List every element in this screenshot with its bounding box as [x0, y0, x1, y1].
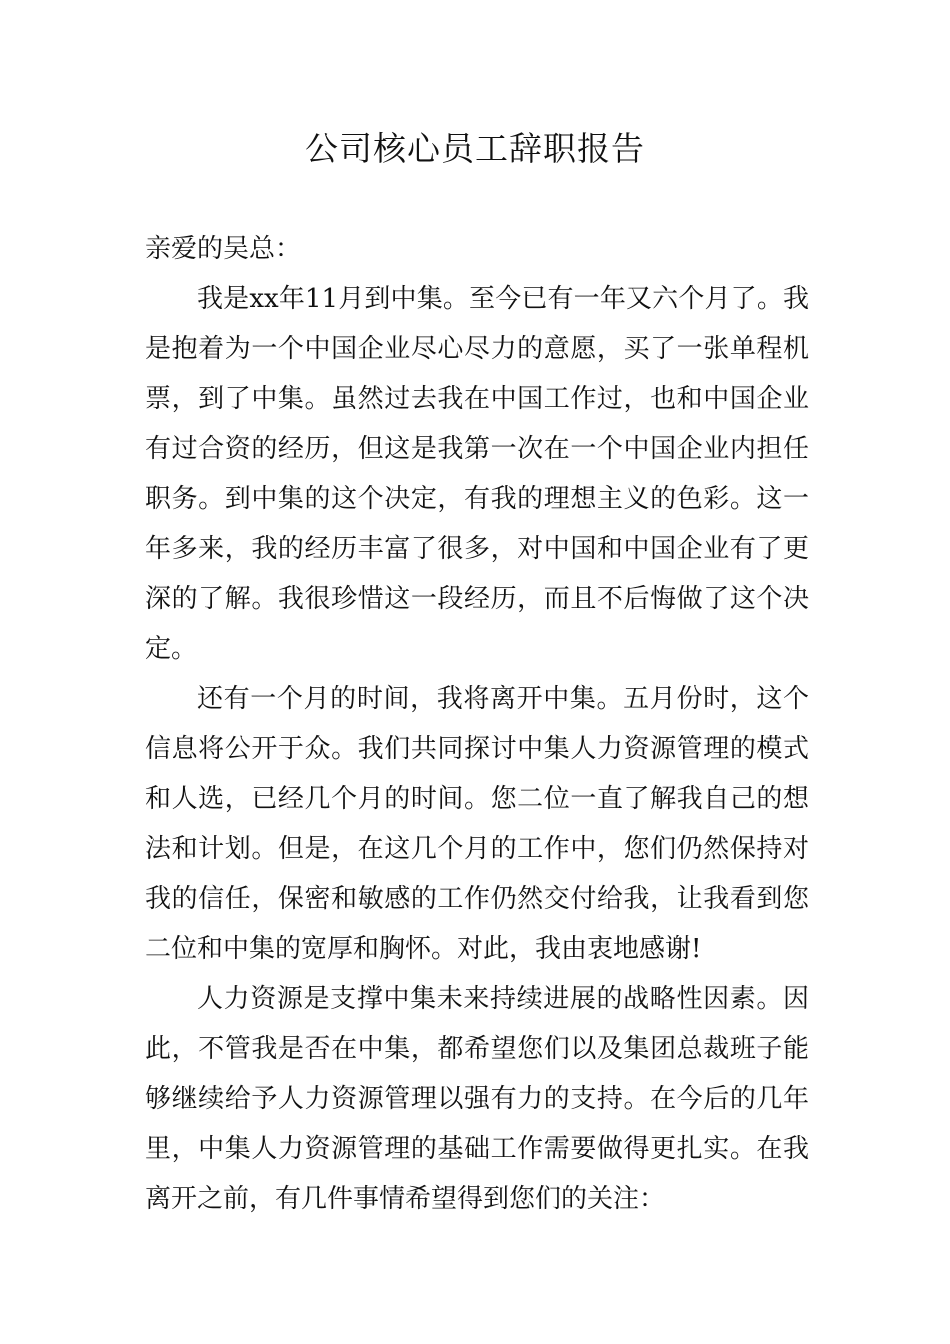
document-body	[145, 224, 809, 1224]
document-title: 公司核心员工辞职报告	[305, 129, 645, 168]
paragraph-2: 还有一个月的时间，我将离开中集。五月份时，这个信息将公开于众。我们共同探讨中集人力资源管理的模式和人选，已经几个月的时间。您二位一直了解我自己的想法和计划。但是，在这几个月的工作中，您们仍然保持对我的信任，保密和敏感的工作仍然交付给我，让我看到您二位和中集的宽厚和胸怀。对此，我由衷地感谢!	[145, 684, 809, 964]
salutation: 亲爱的吴总：	[145, 234, 302, 264]
paragraph-3: 人力资源是支撑中集未来持续进展的战略性因素。因此，不管我是否在中集，都希望您们以及集团总裁班子能够继续给予人力资源管理以强有力的支持。在今后的几年里，中集人力资源管理的基础工作需要做得更扎实。在我离开之前，有几件事情希望得到您们的关注：	[145, 984, 809, 1214]
paragraph-1: 我是xx年11月到中集。至今已有一年又六个月了。我是抱着为一个中国企业尽心尽力的意愿，买了一张单程机票，到了中集。虽然过去我在中国工作过，也和中国企业有过合资的经历，但这是我第一次在一个中国企业内担任职务。到中集的这个决定，有我的理想主义的色彩。这一年多来，我的经历丰富了很多，对中国和中国企业有了更深的了解。我很珍惜这一段经历，而且不后悔做了这个决定。	[145, 284, 809, 664]
